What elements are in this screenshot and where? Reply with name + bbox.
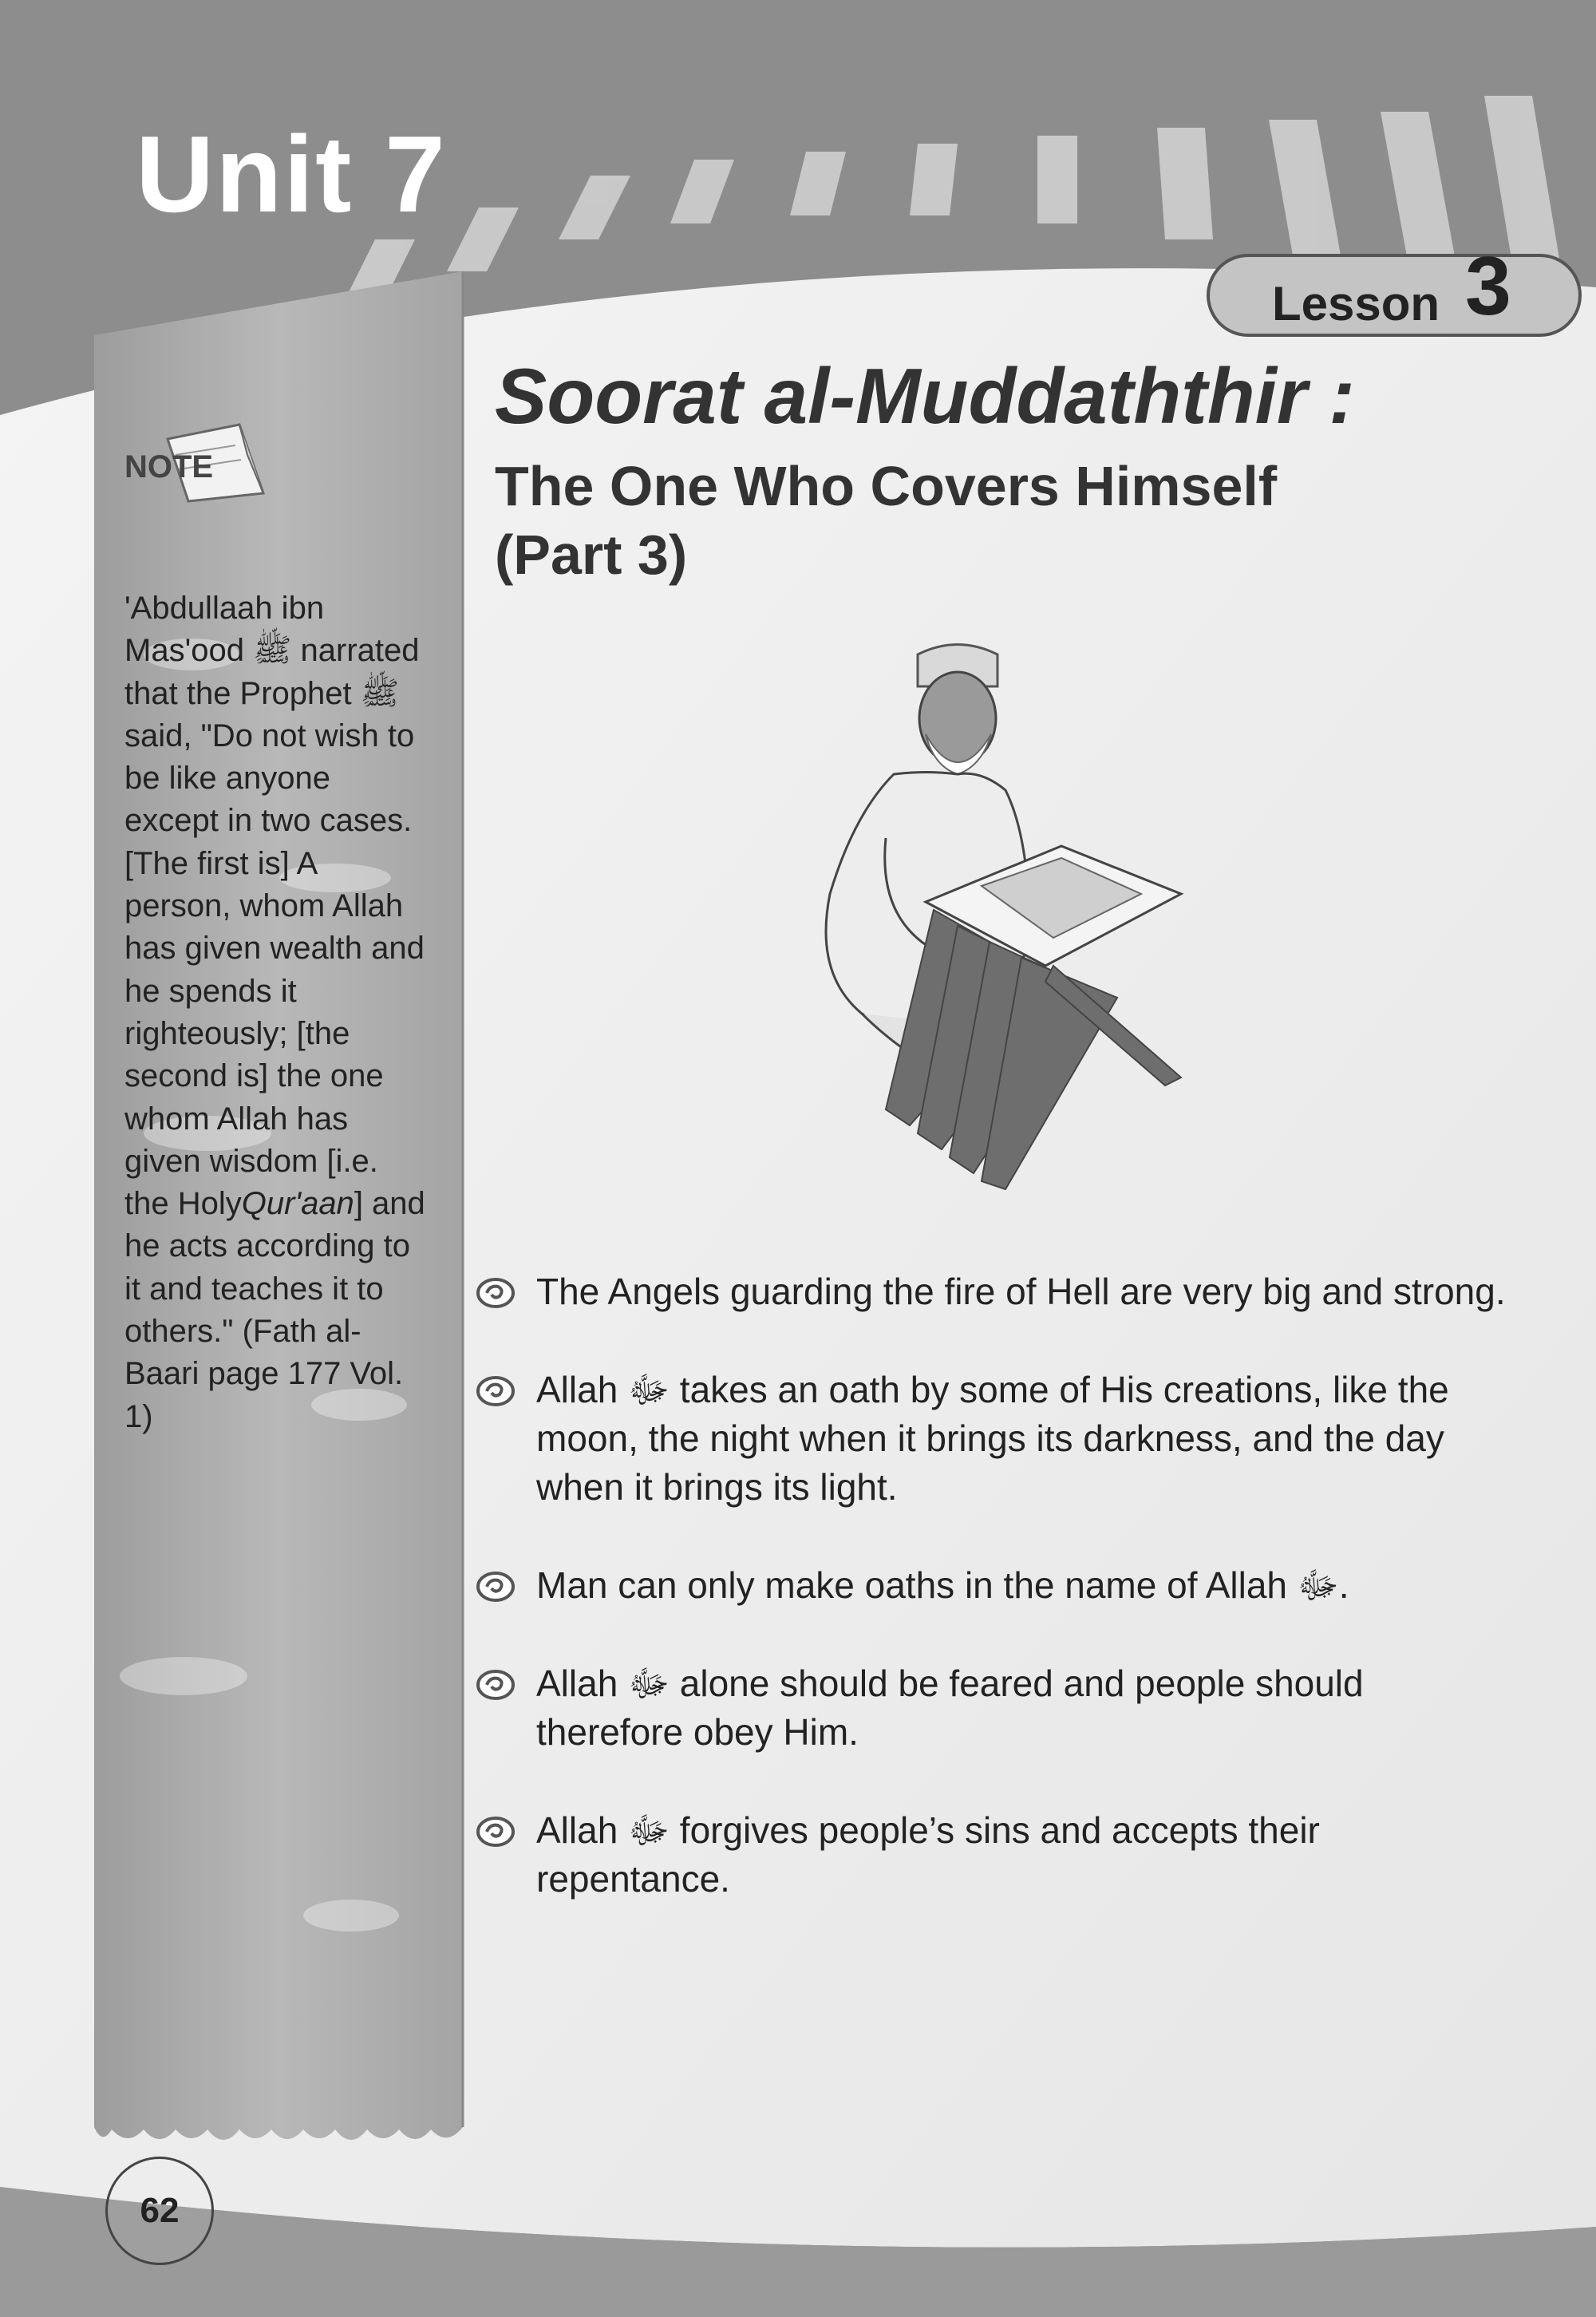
lesson-number: 3 [1465, 240, 1511, 333]
swirl-bullet-icon [476, 1669, 516, 1701]
swirl-bullet-icon [476, 1816, 516, 1848]
subtitle-line-2: (Part 3) [495, 524, 688, 586]
lesson-label: Lesson [1272, 277, 1440, 330]
lesson-badge [1207, 240, 1582, 337]
note-text-part4: ] and he acts according to it and teaches it to others." (Fath al-Baari page 177 Vol. 1) [124, 1186, 425, 1434]
key-point-text-a: Allah [536, 1809, 618, 1851]
key-point-text-b: takes an oath by some of His creations, like the moon, the night when it brings its darkness, and the day when it brings its light. [536, 1369, 1449, 1508]
key-point-text-a: Allah [536, 1663, 618, 1704]
key-point-text-b: alone should be feared and people should therefore obey Him. [536, 1663, 1364, 1753]
swt-honorific: ﷻ [628, 1809, 670, 1851]
key-point-text-a: Allah [536, 1369, 618, 1410]
lesson-title: Soorat al-Muddaththir : [495, 352, 1355, 440]
note-text-part1: 'Abdullaah ibn Mas'ood [124, 591, 325, 669]
key-point [476, 1806, 1513, 1904]
note-icon [120, 407, 303, 511]
swirl-bullet-icon [476, 1375, 516, 1407]
key-point-text-a: Man can only make oaths in the name of Allah [536, 1564, 1288, 1606]
note-icon-label: NOTE [124, 449, 214, 484]
unit-title: Unit 7 [136, 113, 447, 235]
key-point [476, 1659, 1513, 1757]
key-point [476, 1366, 1513, 1512]
key-points-list [476, 1267, 1513, 1953]
subtitle-line-1: The One Who Covers Himself [495, 455, 1278, 517]
note-text-part2: narrated that the Prophet [124, 633, 420, 711]
swt-honorific: ﷻ [628, 1369, 670, 1410]
note-text-quran: Qur'aan [241, 1186, 354, 1222]
ra-honorific: ﷺ [253, 633, 292, 669]
key-point-text-b: . [1338, 1564, 1349, 1606]
note-quote [124, 587, 428, 1438]
page-number: 62 [105, 2157, 214, 2265]
key-point [476, 1561, 1513, 1610]
key-point-text-b: forgives people’s sins and accepts their repentance. [536, 1809, 1320, 1900]
lesson-subtitle [495, 452, 1532, 589]
swt-honorific: ﷻ [628, 1663, 670, 1704]
swirl-bullet-icon [476, 1277, 516, 1309]
saw-honorific: ﷺ [360, 675, 400, 711]
note-text-part3: said, "Do not wish to be like anyone except in two cases. [The first is] A person, whom Allah has given wealth and he spends it righteously; [the second is] the one whom Allah has given wisdom [i.e. the Holy [124, 718, 425, 1222]
swt-honorific: ﷻ [1297, 1564, 1339, 1606]
key-point [476, 1267, 1513, 1316]
swirl-bullet-icon [476, 1571, 516, 1603]
man-reading-quran-illustration [766, 631, 1245, 1213]
key-point-text: The Angels guarding the fire of Hell are very big and strong. [536, 1271, 1506, 1312]
